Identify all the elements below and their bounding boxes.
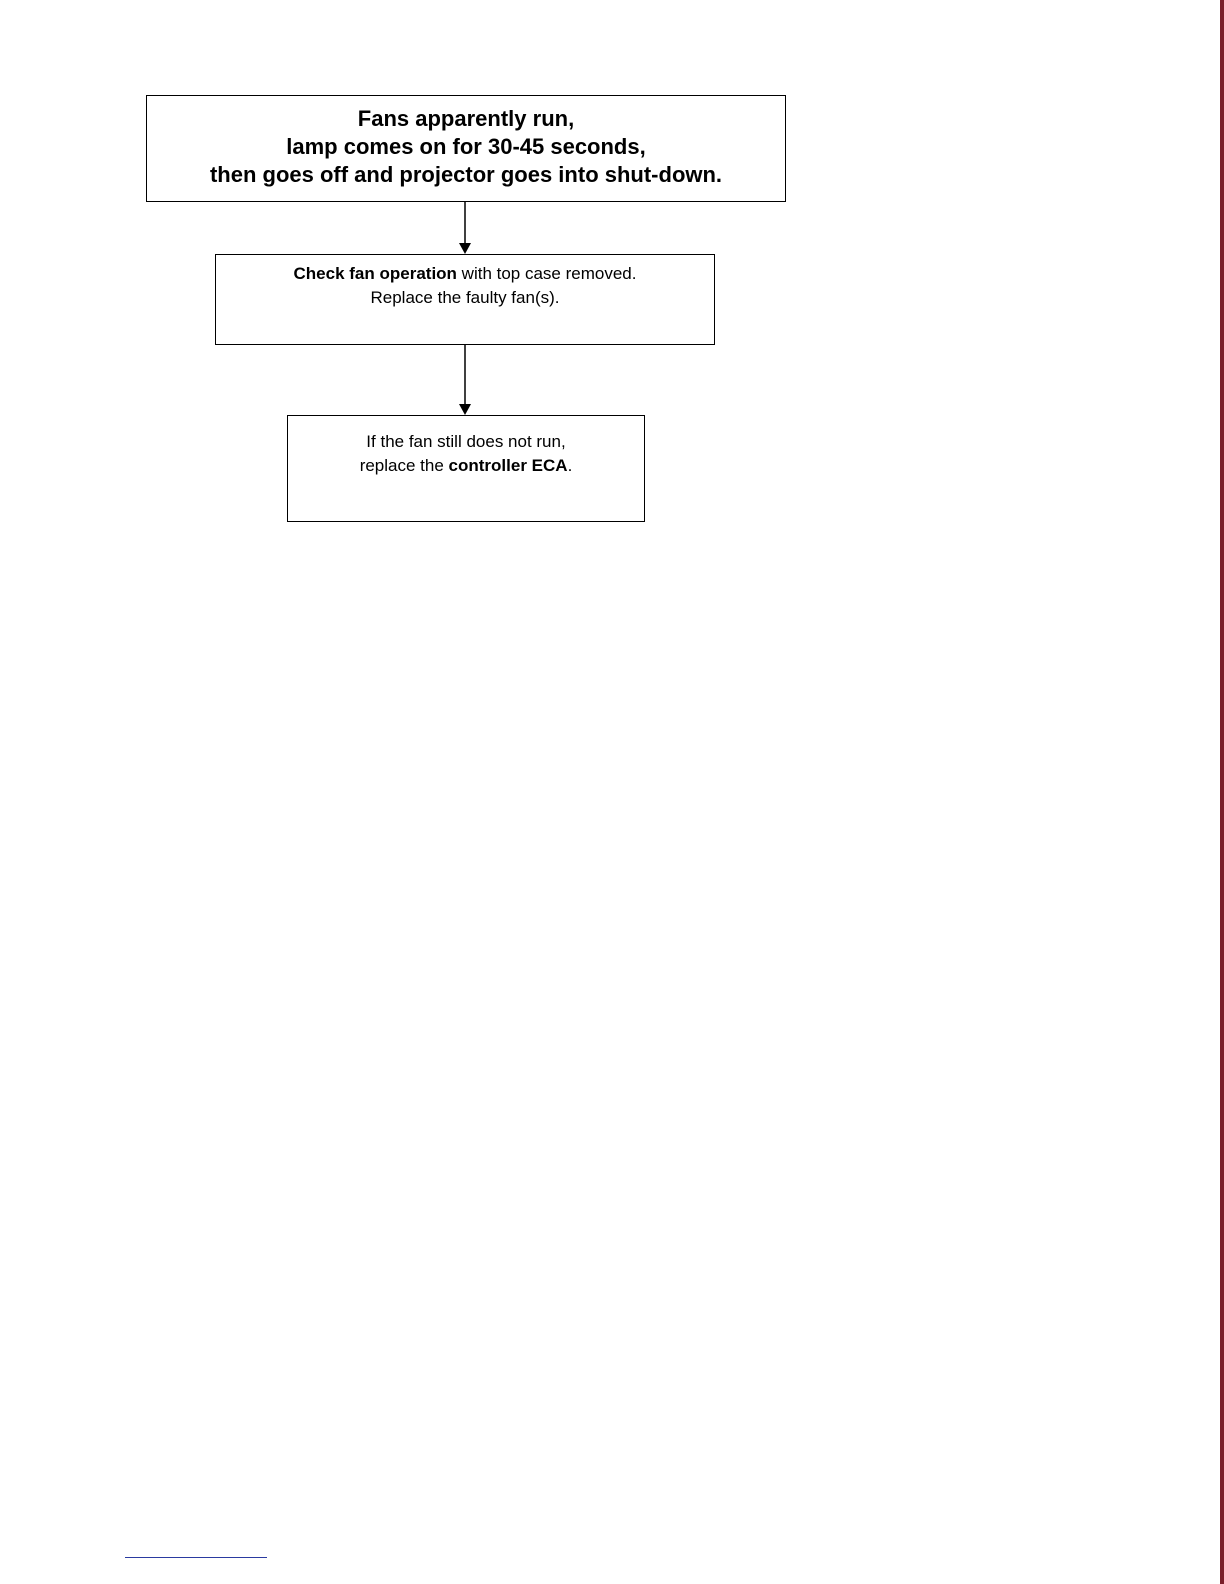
symptom-box [146, 95, 786, 202]
footnote-separator [125, 1557, 267, 1558]
check-fan-bold-text: Check fan operation [293, 264, 457, 283]
check-fan-line-1 [216, 262, 714, 286]
check-fan-rest-text: with top case removed. [456, 264, 637, 283]
replace-fan-line: Replace the faulty fan(s). [370, 288, 560, 307]
symptom-line-1: Fans apparently run, [357, 106, 575, 131]
replace-controller-line [288, 454, 644, 478]
symptom-line-3: then goes off and projector goes into shut-down. [209, 162, 723, 187]
replace-controller-box [287, 415, 645, 522]
check-fan-box [215, 254, 715, 345]
arrow-box1-to-box2 [459, 202, 471, 254]
symptom-line-2: lamp comes on for 30-45 seconds, [286, 134, 646, 159]
controller-eca-text: controller ECA [448, 456, 568, 475]
replace-controller-post: . [567, 456, 573, 475]
arrow-box2-to-box3 [459, 345, 471, 415]
replace-controller-pre: replace the [359, 456, 449, 475]
fan-still-not-run-line: If the fan still does not run, [366, 432, 566, 451]
